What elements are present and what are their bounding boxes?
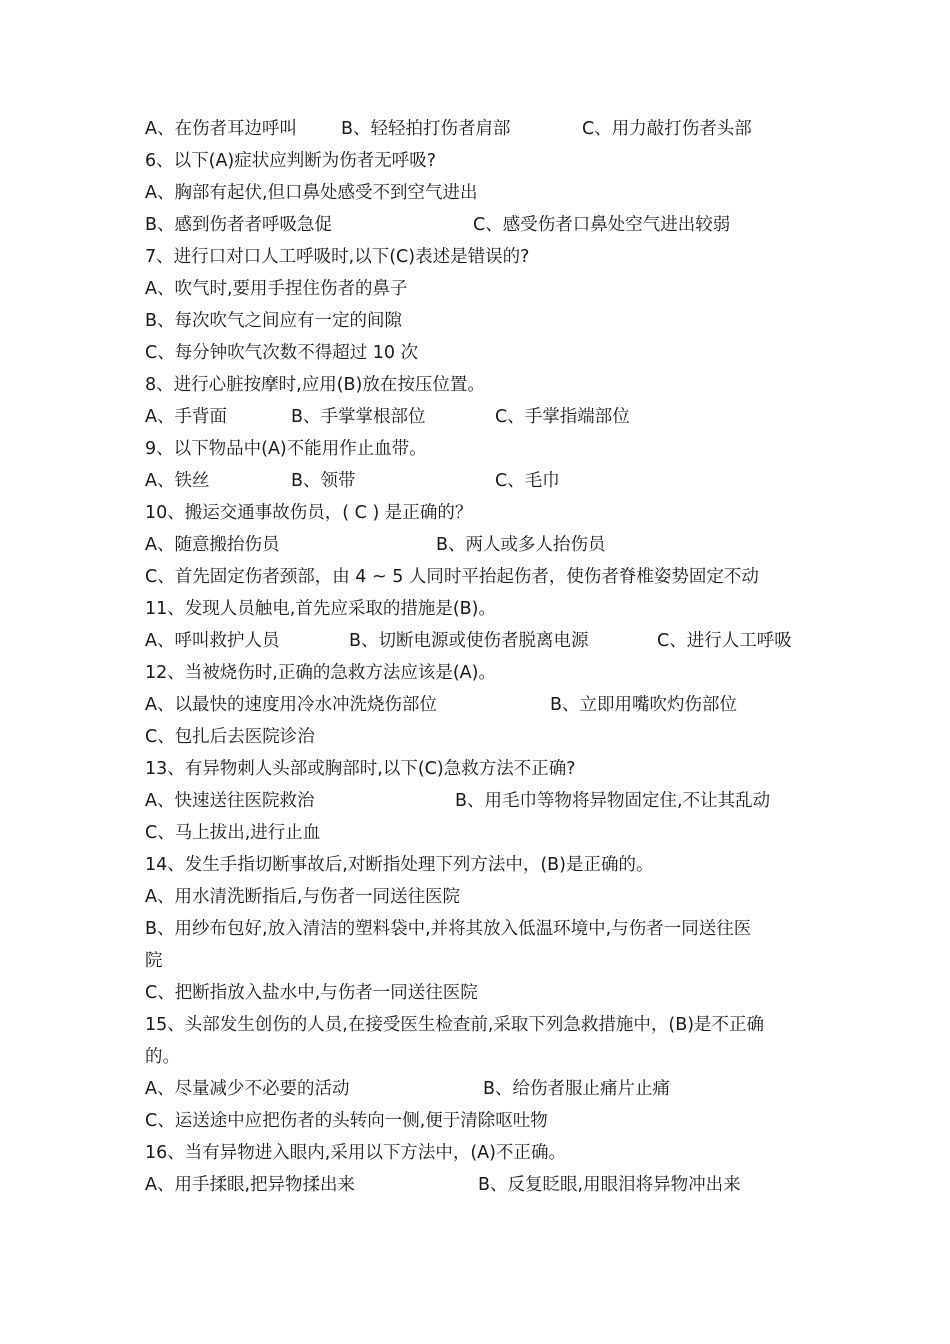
options-row	[145, 977, 810, 1009]
answer-option: A、胸部有起伏,但口鼻处感受不到空气进出	[145, 183, 478, 203]
options-row	[145, 689, 810, 721]
answer-option: A、铁丝	[145, 471, 210, 491]
options-row	[145, 881, 810, 913]
answer-option: C、手掌指端部位	[495, 407, 630, 427]
answer-option: B、给伤者服止痛片止痛	[483, 1079, 671, 1099]
answer-option: C、毛巾	[495, 471, 560, 491]
options-row	[145, 945, 810, 977]
answer-option: A、用手揉眼,把异物揉出来	[145, 1175, 356, 1195]
answer-option: B、手掌掌根部位	[291, 407, 426, 427]
options-row	[145, 113, 810, 145]
options-row	[145, 721, 810, 753]
answer-option: C、用力敲打伤者头部	[582, 119, 752, 139]
options-row	[145, 1169, 810, 1201]
options-row	[145, 529, 810, 561]
options-row	[145, 561, 810, 593]
options-row	[145, 209, 810, 241]
answer-option: C、马上拔出,进行止血	[145, 823, 321, 843]
answer-option: B、轻轻拍打伤者肩部	[341, 119, 511, 139]
answer-option: A、呼叫救护人员	[145, 631, 280, 651]
answer-option: C、包扎后去医院诊治	[145, 727, 315, 747]
answer-option: C、每分钟吹气次数不得超过 10 次	[145, 343, 419, 363]
answer-option: C、把断指放入盐水中,与伤者一同送往医院	[145, 983, 478, 1003]
options-row	[145, 785, 810, 817]
options-row	[145, 1105, 810, 1137]
answer-option: B、感到伤者者呼吸急促	[145, 215, 333, 235]
answer-option: A、随意搬抬伤员	[145, 535, 280, 555]
options-row	[145, 177, 810, 209]
question-text: 12、当被烧伤时,正确的急救方法应该是(A)。	[145, 663, 496, 683]
answer-option: B、用纱布包好,放入清洁的塑料袋中,并将其放入低温环境中,与伤者一同送往医	[145, 919, 752, 939]
question-text: 13、有异物刺人头部或胸部时,以下(C)急救方法不正确?	[145, 759, 576, 779]
question-text: 8、进行心脏按摩时,应用(B)放在按压位置。	[145, 375, 485, 395]
question-text: 6、以下(A)症状应判断为伤者无呼吸?	[145, 151, 437, 171]
question-text: 9、以下物品中(A)不能用作止血带。	[145, 439, 427, 459]
options-row	[145, 625, 810, 657]
question-text: 10、搬运交通事故伤员，( C ) 是正确的？	[145, 503, 473, 523]
answer-option: C、运送途中应把伤者的头转向一侧,便于清除呕吐物	[145, 1111, 548, 1131]
answer-option: A、用水清洗断指后,与伤者一同送往医院	[145, 887, 461, 907]
answer-option: A、在伤者耳边呼叫	[145, 119, 297, 139]
options-row	[145, 401, 810, 433]
options-row	[145, 817, 810, 849]
answer-option: C、感受伤者口鼻处空气进出较弱	[473, 215, 731, 235]
answer-option: B、立即用嘴吹灼伤部位	[550, 695, 738, 715]
options-row	[145, 305, 810, 337]
options-row	[145, 465, 810, 497]
options-row	[145, 1073, 810, 1105]
answer-option: 院	[145, 951, 163, 971]
answer-option: A、手背面	[145, 407, 227, 427]
answer-option: A、吹气时,要用手捏住伤者的鼻子	[145, 279, 408, 299]
question-text: 14、发生手指切断事故后,对断指处理下列方法中，(B)是正确的。	[145, 855, 654, 875]
question-text: 15、头部发生创伤的人员,在接受医生检查前,采取下列急救措施中，(B)是不正确	[145, 1015, 765, 1035]
answer-option: A、以最快的速度用冷水冲洗烧伤部位	[145, 695, 437, 715]
answer-option: A、尽量减少不必要的活动	[145, 1079, 350, 1099]
answer-option: B、领带	[291, 471, 356, 491]
question-list	[145, 113, 810, 1201]
question-text: 的。	[145, 1047, 180, 1067]
answer-option: B、每次吹气之间应有一定的间隙	[145, 311, 403, 331]
answer-option: A、快速送往医院救治	[145, 791, 315, 811]
answer-option: C、进行人工呼吸	[657, 631, 792, 651]
answer-option: B、反复眨眼,用眼泪将异物冲出来	[478, 1175, 741, 1195]
answer-option: B、两人或多人抬伤员	[436, 535, 606, 555]
answer-option: C、首先固定伤者颈部，由 4 ~ 5 人同时平抬起伤者，使伤者脊椎姿势固定不动	[145, 567, 759, 587]
question-text: 11、发现人员触电,首先应采取的措施是(B)。	[145, 599, 496, 619]
question-text: 7、进行口对口人工呼吸时,以下(C)表述是错误的?	[145, 247, 530, 267]
options-row	[145, 337, 810, 369]
options-row	[145, 273, 810, 305]
question-text: 16、当有异物进入眼内,采用以下方法中，(A)不正确。	[145, 1143, 566, 1163]
options-row	[145, 913, 810, 945]
answer-option: B、用毛巾等物将异物固定住,不让其乱动	[455, 791, 771, 811]
answer-option: B、切断电源或使伤者脱离电源	[349, 631, 589, 651]
